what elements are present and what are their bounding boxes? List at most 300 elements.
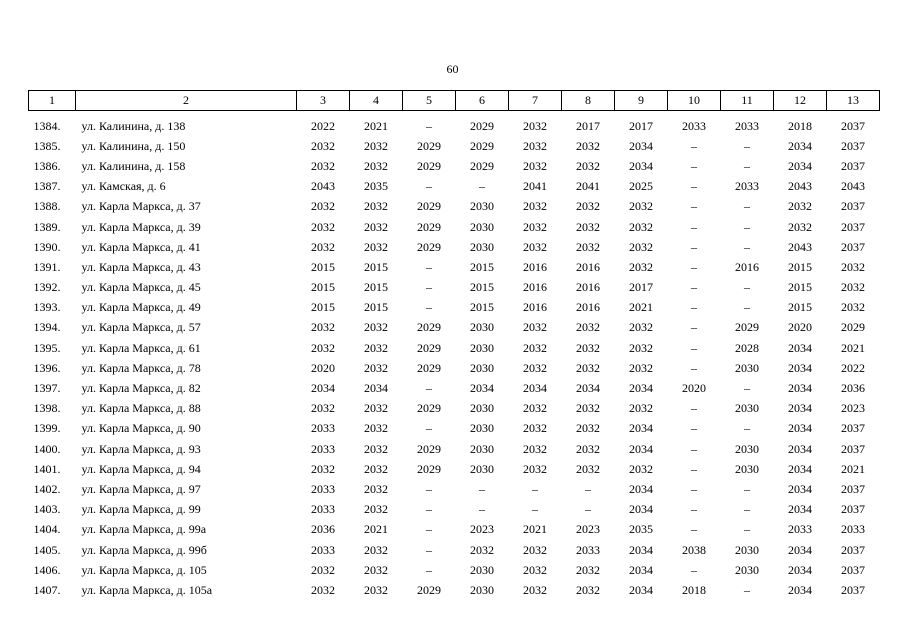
address-cell: ул. Карла Маркса, д. 90 <box>81 421 201 436</box>
year-cell: 2032 <box>364 239 388 254</box>
table-row <box>29 479 880 499</box>
year-cell: – <box>426 421 432 436</box>
year-cell: 2034 <box>576 381 600 396</box>
column-header: 1 <box>29 91 76 111</box>
table-row <box>29 257 880 277</box>
year-cell: 2032 <box>576 421 600 436</box>
year-cell: 2034 <box>788 158 812 173</box>
year-cell: – <box>691 179 697 194</box>
year-cell: 2032 <box>311 138 335 153</box>
table-row <box>29 419 880 439</box>
year-cell: 2032 <box>523 360 547 375</box>
table-row <box>29 358 880 378</box>
table-row <box>29 156 880 176</box>
year-cell: 2032 <box>523 562 547 577</box>
year-cell: 2032 <box>629 360 653 375</box>
address-cell: ул. Калинина, д. 138 <box>81 118 186 133</box>
year-cell: 2017 <box>629 118 653 133</box>
column-header: 11 <box>721 91 774 111</box>
year-cell: 2032 <box>364 340 388 355</box>
year-cell: 2033 <box>311 421 335 436</box>
year-cell: 2032 <box>523 401 547 416</box>
year-cell: 2022 <box>841 360 865 375</box>
year-cell: 2029 <box>417 582 441 597</box>
year-cell: 2032 <box>364 401 388 416</box>
year-cell: 2015 <box>364 280 388 295</box>
year-cell: 2030 <box>470 360 494 375</box>
year-cell: 2018 <box>788 118 812 133</box>
year-cell: 2016 <box>523 300 547 315</box>
row-number: 1385. <box>33 138 61 153</box>
column-header: 4 <box>350 91 403 111</box>
year-cell: 2015 <box>788 259 812 274</box>
year-cell: 2043 <box>841 179 865 194</box>
year-cell: – <box>426 481 432 496</box>
year-cell: – <box>691 481 697 496</box>
year-cell: 2020 <box>311 360 335 375</box>
year-cell: 2034 <box>629 441 653 456</box>
year-cell: – <box>532 502 538 517</box>
year-cell: 2037 <box>841 118 865 133</box>
year-cell: 2032 <box>523 461 547 476</box>
year-cell: 2021 <box>841 340 865 355</box>
year-cell: 2033 <box>311 502 335 517</box>
year-cell: 2032 <box>311 158 335 173</box>
year-cell: 2032 <box>523 118 547 133</box>
year-cell: 2029 <box>841 320 865 335</box>
table-row <box>29 560 880 580</box>
year-cell: 2034 <box>629 481 653 496</box>
row-number: 1394. <box>33 320 61 335</box>
year-cell: 2032 <box>364 441 388 456</box>
year-cell: 2029 <box>470 138 494 153</box>
year-cell: – <box>691 300 697 315</box>
year-cell: 2015 <box>788 280 812 295</box>
year-cell: 2034 <box>788 381 812 396</box>
year-cell: 2034 <box>523 381 547 396</box>
year-cell: – <box>691 239 697 254</box>
year-cell: – <box>691 259 697 274</box>
year-cell: 2034 <box>788 582 812 597</box>
year-cell: – <box>691 138 697 153</box>
row-number: 1402. <box>33 481 61 496</box>
table-body <box>29 111 880 601</box>
year-cell: 2032 <box>364 421 388 436</box>
year-cell: 2029 <box>417 239 441 254</box>
year-cell: – <box>426 259 432 274</box>
year-cell: 2037 <box>841 219 865 234</box>
year-cell: 2037 <box>841 542 865 557</box>
year-cell: 2030 <box>470 421 494 436</box>
year-cell: 2021 <box>629 300 653 315</box>
address-cell: ул. Карла Маркса, д. 37 <box>81 199 201 214</box>
year-cell: 2037 <box>841 481 865 496</box>
year-cell: 2029 <box>417 199 441 214</box>
row-number: 1393. <box>33 300 61 315</box>
year-cell: 2032 <box>364 138 388 153</box>
year-cell: 2033 <box>576 542 600 557</box>
year-cell: 2034 <box>788 340 812 355</box>
year-cell: 2032 <box>523 138 547 153</box>
year-cell: – <box>479 481 485 496</box>
row-number: 1395. <box>33 340 61 355</box>
year-cell: – <box>744 280 750 295</box>
year-cell: 2016 <box>735 259 759 274</box>
year-cell: 2015 <box>364 300 388 315</box>
row-number: 1405. <box>33 542 61 557</box>
column-header: 10 <box>668 91 721 111</box>
year-cell: 2032 <box>523 542 547 557</box>
row-number: 1389. <box>33 219 61 234</box>
table-row <box>29 217 880 237</box>
address-cell: ул. Карла Маркса, д. 99а <box>81 522 207 537</box>
year-cell: 2032 <box>576 582 600 597</box>
year-cell: 2030 <box>470 199 494 214</box>
year-cell: 2032 <box>470 542 494 557</box>
year-cell: 2032 <box>629 259 653 274</box>
year-cell: – <box>691 401 697 416</box>
column-header: 12 <box>774 91 827 111</box>
table-row <box>29 378 880 398</box>
year-cell: 2037 <box>841 421 865 436</box>
table-row <box>29 459 880 479</box>
year-cell: – <box>585 481 591 496</box>
year-cell: 2032 <box>629 199 653 214</box>
address-cell: ул. Карла Маркса, д. 39 <box>81 219 201 234</box>
row-number: 1390. <box>33 239 61 254</box>
year-cell: 2023 <box>576 522 600 537</box>
year-cell: 2032 <box>576 219 600 234</box>
year-cell: 2015 <box>311 300 335 315</box>
year-cell: 2030 <box>470 320 494 335</box>
year-cell: 2037 <box>841 502 865 517</box>
year-cell: – <box>426 118 432 133</box>
address-cell: ул. Карла Маркса, д. 45 <box>81 280 201 295</box>
schedule-table <box>28 90 880 601</box>
year-cell: 2032 <box>576 441 600 456</box>
year-cell: – <box>744 158 750 173</box>
year-cell: 2018 <box>682 582 706 597</box>
year-cell: 2032 <box>364 158 388 173</box>
year-cell: 2016 <box>576 259 600 274</box>
year-cell: 2030 <box>735 562 759 577</box>
year-cell: 2029 <box>417 320 441 335</box>
year-cell: 2034 <box>364 381 388 396</box>
year-cell: 2021 <box>364 118 388 133</box>
year-cell: 2032 <box>576 239 600 254</box>
table-row <box>29 520 880 540</box>
year-cell: 2017 <box>576 118 600 133</box>
year-cell: – <box>691 562 697 577</box>
year-cell: 2016 <box>576 300 600 315</box>
year-cell: – <box>744 219 750 234</box>
year-cell: – <box>744 138 750 153</box>
table-row <box>29 136 880 156</box>
year-cell: – <box>691 219 697 234</box>
year-cell: 2029 <box>470 158 494 173</box>
year-cell: 2016 <box>576 280 600 295</box>
year-cell: – <box>691 502 697 517</box>
year-cell: 2037 <box>841 138 865 153</box>
year-cell: 2034 <box>311 381 335 396</box>
year-cell: 2032 <box>523 239 547 254</box>
address-cell: ул. Карла Маркса, д. 93 <box>81 441 201 456</box>
year-cell: 2032 <box>576 562 600 577</box>
year-cell: 2034 <box>788 401 812 416</box>
row-number: 1399. <box>33 421 61 436</box>
address-cell: ул. Карла Маркса, д. 94 <box>81 461 201 476</box>
year-cell: 2032 <box>576 340 600 355</box>
year-cell: 2032 <box>311 340 335 355</box>
year-cell: 2032 <box>523 199 547 214</box>
year-cell: – <box>426 179 432 194</box>
year-cell: 2030 <box>470 562 494 577</box>
year-cell: 2032 <box>629 219 653 234</box>
year-cell: – <box>426 381 432 396</box>
year-cell: 2034 <box>629 582 653 597</box>
column-header: 5 <box>403 91 456 111</box>
year-cell: 2037 <box>841 562 865 577</box>
year-cell: 2030 <box>470 401 494 416</box>
year-cell: 2032 <box>523 421 547 436</box>
year-cell: 2033 <box>735 118 759 133</box>
row-number: 1401. <box>33 461 61 476</box>
year-cell: 2032 <box>576 320 600 335</box>
year-cell: 2030 <box>735 461 759 476</box>
address-cell: ул. Карла Маркса, д. 99 <box>81 502 201 517</box>
year-cell: 2032 <box>523 582 547 597</box>
year-cell: – <box>691 199 697 214</box>
year-cell: 2034 <box>629 562 653 577</box>
year-cell: 2034 <box>788 441 812 456</box>
year-cell: – <box>691 421 697 436</box>
row-number: 1398. <box>33 401 61 416</box>
year-cell: 2034 <box>788 461 812 476</box>
year-cell: 2034 <box>788 138 812 153</box>
year-cell: 2032 <box>364 542 388 557</box>
year-cell: 2028 <box>735 340 759 355</box>
year-cell: 2015 <box>311 280 335 295</box>
row-number: 1406. <box>33 562 61 577</box>
table-row <box>29 338 880 358</box>
row-number: 1388. <box>33 199 61 214</box>
year-cell: 2033 <box>788 522 812 537</box>
address-cell: ул. Карла Маркса, д. 61 <box>81 340 201 355</box>
year-cell: 2034 <box>629 421 653 436</box>
year-cell: 2032 <box>576 360 600 375</box>
year-cell: 2032 <box>576 461 600 476</box>
year-cell: 2034 <box>788 421 812 436</box>
year-cell: 2030 <box>470 582 494 597</box>
year-cell: – <box>744 381 750 396</box>
year-cell: – <box>744 502 750 517</box>
table-row <box>29 439 880 459</box>
year-cell: 2032 <box>629 461 653 476</box>
table-row <box>29 237 880 257</box>
year-cell: 2036 <box>311 522 335 537</box>
year-cell: 2030 <box>470 441 494 456</box>
row-number: 1397. <box>33 381 61 396</box>
year-cell: 2032 <box>629 340 653 355</box>
column-header: 3 <box>297 91 350 111</box>
address-cell: ул. Карла Маркса, д. 82 <box>81 381 201 396</box>
year-cell: – <box>532 481 538 496</box>
year-cell: 2035 <box>364 179 388 194</box>
table-row <box>29 298 880 318</box>
year-cell: 2022 <box>311 118 335 133</box>
year-cell: 2034 <box>629 138 653 153</box>
column-header: 13 <box>827 91 880 111</box>
year-cell: 2032 <box>364 199 388 214</box>
year-cell: 2032 <box>841 300 865 315</box>
year-cell: 2015 <box>788 300 812 315</box>
year-cell: 2017 <box>629 280 653 295</box>
year-cell: 2035 <box>629 522 653 537</box>
row-number: 1391. <box>33 259 61 274</box>
year-cell: 2033 <box>311 542 335 557</box>
address-cell: ул. Карла Маркса, д. 88 <box>81 401 201 416</box>
year-cell: 2037 <box>841 199 865 214</box>
table-row <box>29 500 880 520</box>
year-cell: 2029 <box>417 360 441 375</box>
year-cell: 2030 <box>735 542 759 557</box>
year-cell: 2032 <box>841 259 865 274</box>
year-cell: 2032 <box>364 461 388 476</box>
year-cell: 2037 <box>841 239 865 254</box>
year-cell: 2032 <box>576 401 600 416</box>
year-cell: – <box>744 582 750 597</box>
address-cell: ул. Карла Маркса, д. 43 <box>81 259 201 274</box>
year-cell: 2032 <box>364 320 388 335</box>
year-cell: – <box>585 502 591 517</box>
year-cell: 2032 <box>364 219 388 234</box>
year-cell: 2032 <box>523 441 547 456</box>
year-cell: 2033 <box>682 118 706 133</box>
address-cell: ул. Камская, д. 6 <box>81 179 166 194</box>
address-cell: ул. Калинина, д. 158 <box>81 158 186 173</box>
year-cell: 2037 <box>841 582 865 597</box>
year-cell: – <box>691 360 697 375</box>
year-cell: 2023 <box>470 522 494 537</box>
year-cell: 2033 <box>311 481 335 496</box>
year-cell: 2034 <box>470 381 494 396</box>
year-cell: 2032 <box>629 239 653 254</box>
row-number: 1404. <box>33 522 61 537</box>
year-cell: – <box>691 320 697 335</box>
year-cell: 2015 <box>364 259 388 274</box>
year-cell: – <box>744 300 750 315</box>
address-cell: ул. Карла Маркса, д. 105а <box>81 582 213 597</box>
year-cell: 2029 <box>417 138 441 153</box>
year-cell: 2032 <box>629 401 653 416</box>
year-cell: 2033 <box>735 179 759 194</box>
year-cell: 2032 <box>311 219 335 234</box>
row-number: 1396. <box>33 360 61 375</box>
year-cell: – <box>426 562 432 577</box>
year-cell: 2015 <box>311 259 335 274</box>
year-cell: 2023 <box>841 401 865 416</box>
year-cell: – <box>744 199 750 214</box>
year-cell: 2036 <box>841 381 865 396</box>
row-number: 1392. <box>33 280 61 295</box>
year-cell: 2033 <box>841 522 865 537</box>
year-cell: 2016 <box>523 280 547 295</box>
year-cell: 2032 <box>311 562 335 577</box>
year-cell: 2034 <box>629 381 653 396</box>
year-cell: 2025 <box>629 179 653 194</box>
year-cell: – <box>426 542 432 557</box>
year-cell: 2043 <box>788 179 812 194</box>
year-cell: 2032 <box>364 582 388 597</box>
table-row <box>29 177 880 197</box>
table-row <box>29 399 880 419</box>
row-number: 1384. <box>33 118 61 133</box>
year-cell: 2030 <box>735 401 759 416</box>
year-cell: 2020 <box>682 381 706 396</box>
year-cell: – <box>691 461 697 476</box>
address-cell: ул. Калинина, д. 150 <box>81 138 186 153</box>
year-cell: 2029 <box>417 158 441 173</box>
year-cell: 2032 <box>523 320 547 335</box>
column-header: 6 <box>456 91 509 111</box>
year-cell: 2041 <box>576 179 600 194</box>
address-cell: ул. Карла Маркса, д. 97 <box>81 481 201 496</box>
column-header: 9 <box>615 91 668 111</box>
address-cell: ул. Карла Маркса, д. 78 <box>81 360 201 375</box>
year-cell: – <box>691 158 697 173</box>
year-cell: 2032 <box>311 401 335 416</box>
year-cell: 2032 <box>311 582 335 597</box>
year-cell: 2020 <box>788 320 812 335</box>
year-cell: – <box>479 179 485 194</box>
year-cell: 2032 <box>311 320 335 335</box>
year-cell: 2030 <box>470 219 494 234</box>
year-cell: – <box>691 280 697 295</box>
year-cell: – <box>691 522 697 537</box>
page-number: 60 <box>446 62 459 76</box>
year-cell: 2030 <box>735 441 759 456</box>
year-cell: 2030 <box>470 340 494 355</box>
year-cell: – <box>744 239 750 254</box>
year-cell: – <box>426 300 432 315</box>
row-number: 1400. <box>33 441 61 456</box>
year-cell: 2021 <box>523 522 547 537</box>
year-cell: 2029 <box>417 461 441 476</box>
year-cell: 2037 <box>841 158 865 173</box>
column-header: 8 <box>562 91 615 111</box>
year-cell: 2034 <box>629 542 653 557</box>
address-cell: ул. Карла Маркса, д. 57 <box>81 320 201 335</box>
row-number: 1387. <box>33 179 61 194</box>
year-cell: 2021 <box>841 461 865 476</box>
year-cell: 2030 <box>470 461 494 476</box>
table-row <box>29 318 880 338</box>
year-cell: 2032 <box>364 562 388 577</box>
year-cell: 2038 <box>682 542 706 557</box>
year-cell: 2034 <box>788 542 812 557</box>
year-cell: 2032 <box>576 199 600 214</box>
year-cell: 2032 <box>523 219 547 234</box>
year-cell: 2032 <box>523 158 547 173</box>
year-cell: 2030 <box>735 360 759 375</box>
year-cell: 2029 <box>417 401 441 416</box>
year-cell: 2030 <box>470 239 494 254</box>
year-cell: – <box>426 502 432 517</box>
row-number: 1386. <box>33 158 61 173</box>
year-cell: 2029 <box>417 340 441 355</box>
year-cell: 2041 <box>523 179 547 194</box>
column-header: 2 <box>76 91 297 111</box>
